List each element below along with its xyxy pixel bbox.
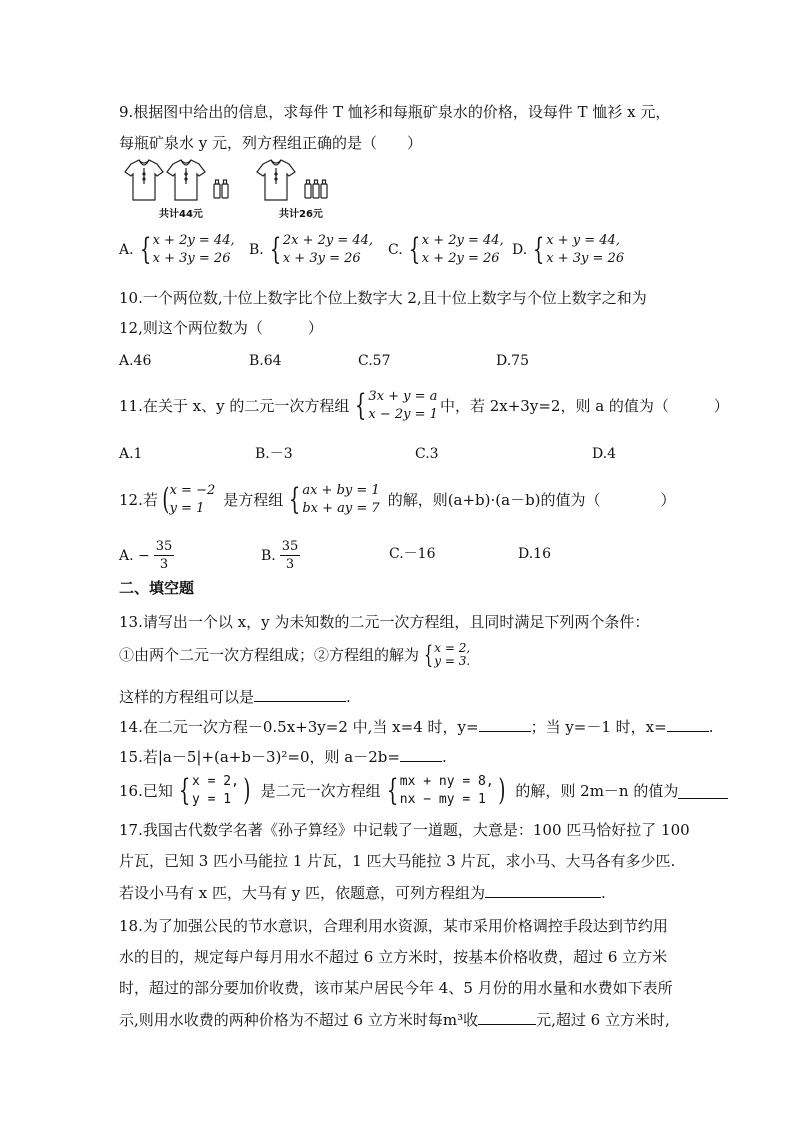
q15-line: 15.若|a－5|+(a+b－3)²=0，则 a－2b= . xyxy=(119,748,447,766)
q12-line: 12.若 ( x = −2 y = 1 是方程组 { ax + by = 1 bx + ay = 7 的解，则(a+b)·(a－b)的值为（ ） xyxy=(119,482,676,517)
q18-line1: 18.为了加强公民的节水意识，合理利用水资源，某市采用价格调控手段达到节约用 xyxy=(119,917,668,935)
q11-option-b[interactable]: B.－3 xyxy=(255,446,293,462)
answer-blank[interactable] xyxy=(678,783,728,799)
answer-blank[interactable] xyxy=(254,686,346,702)
q17-line3: 若设小马有 x 匹，大马有 y 匹，依题意，可列方程组为 . xyxy=(119,884,606,902)
figure-caption-2: 共计26元 xyxy=(279,209,323,220)
q10-option-c[interactable]: C.57 xyxy=(358,353,391,369)
t-shirt-icon xyxy=(167,160,205,200)
section-heading: 二、填空题 xyxy=(119,579,195,597)
q9-option-c[interactable]: C. { x + 2y = 44, x + 2y = 26 xyxy=(388,232,504,267)
answer-blank[interactable] xyxy=(485,882,601,898)
answer-blank[interactable] xyxy=(478,1009,536,1025)
q9-figure xyxy=(119,158,349,224)
q10-option-d[interactable]: D.75 xyxy=(496,353,529,369)
figure-caption-1: 共计44元 xyxy=(159,209,203,220)
q12-option-d[interactable]: D.16 xyxy=(518,546,551,562)
q13-line3: 这样的方程组可以是 . xyxy=(119,688,351,706)
q12-option-a[interactable]: A. − $\frac{35}{3}$ xyxy=(119,539,173,572)
answer-blank[interactable] xyxy=(479,716,531,732)
q9-option-b[interactable]: B. { 2x + 2y = 44, x + 3y = 26 xyxy=(249,232,374,267)
q11-option-d[interactable]: D.4 xyxy=(592,446,617,462)
q10-option-a[interactable]: A.46 xyxy=(119,353,152,369)
q10-line2: 12,则这个两位数为（ ） xyxy=(119,319,323,337)
q14-line: 14.在二元一次方程－0.5x+3y=2 中,当 x=4 时，y= ；当 y=－1 时，x= . xyxy=(119,718,714,736)
q12-option-b[interactable]: B. $\frac{35}{3}$ xyxy=(261,539,299,572)
water-bottle-icon xyxy=(305,180,327,198)
water-bottle-icon xyxy=(214,180,228,198)
q11-option-c[interactable]: C.3 xyxy=(415,446,439,462)
q13-line2: ①由两个二元一次方程组成；②方程组的解为 { x = 2, y = 3. xyxy=(119,641,471,669)
q9-line1: 9.根据图中给出的信息，求每件 T 恤衫和每瓶矿泉水的价格，设每件 T 恤衫 x 元， xyxy=(119,103,671,121)
answer-blank[interactable] xyxy=(400,746,442,762)
q18-line4: 示,则用水收费的两种价格为不超过 6 立方米时每m³收 元,超过 6 立方米时, xyxy=(119,1011,670,1029)
q18-line3: 时，超过的部分要加价收费，该市某户居民今年 4、5 月份的用水量和水费如下表所 xyxy=(119,979,673,997)
q11-option-a[interactable]: A.1 xyxy=(119,446,143,462)
q9-line2: 每瓶矿泉水 y 元，列方程组正确的是（ ） xyxy=(119,134,423,152)
q11-line: 11.在关于 x、y 的二元一次方程组 { 3x + y = a x − 2y = 1 中，若 2x+3y=2，则 a 的值为（ ） xyxy=(119,388,729,423)
answer-blank[interactable] xyxy=(667,716,709,732)
q10-line1: 10.一个两位数,十位上数字比个位上数字大 2,且十位上数字与个位上数字之和为 xyxy=(119,289,647,307)
q18-line2: 水的目的，规定每户每月用水不超过 6 立方米时，按基本价格收费，超过 6 立方米 xyxy=(119,948,668,966)
q10-option-b[interactable]: B.64 xyxy=(249,353,282,369)
q12-option-c[interactable]: C.－16 xyxy=(389,546,436,562)
q9-option-a[interactable]: A. { x + 2y = 44, x + 3y = 26 xyxy=(119,232,235,267)
t-shirt-icon xyxy=(257,160,295,200)
q17-line2: 片瓦，已知 3 匹小马能拉 1 片瓦，1 匹大马能拉 3 片瓦，求小马、大马各有多少匹. xyxy=(119,852,676,870)
q13-line1: 13.请写出一个以 x，y 为未知数的二元一次方程组，且同时满足下列两个条件： xyxy=(119,613,650,631)
t-shirt-icon xyxy=(125,160,163,200)
q17-line1: 17.我国古代数学名著《孙子算经》中记载了一道题，大意是：100 匹马恰好拉了 100 xyxy=(119,821,690,839)
q16-line: 16.已知 { x = 2, y = 1 ) 是二元一次方程组 { mx + ny = 8, nx − my = 1 ) 的解，则 2m－n 的值为 xyxy=(119,772,728,810)
q9-option-d[interactable]: D. { x + y = 44, x + 3y = 26 xyxy=(512,232,625,267)
